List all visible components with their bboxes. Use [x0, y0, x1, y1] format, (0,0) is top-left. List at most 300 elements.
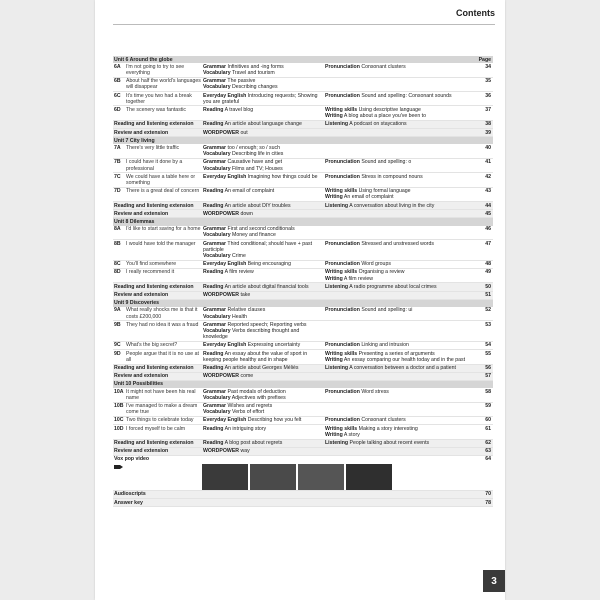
content-label: Everyday English	[203, 342, 247, 349]
page-ref: 57	[485, 373, 491, 380]
lesson-title: I'm not going to try to see everything	[126, 63, 185, 76]
lesson-row	[113, 307, 493, 321]
lesson-code: 7C	[114, 173, 121, 180]
content-text: A podcast on staycations	[348, 121, 407, 128]
content-text: A conversation about living in the city	[348, 202, 435, 209]
content-label: WORDPOWER	[203, 448, 240, 455]
header-divider	[113, 24, 495, 25]
video-thumbnail	[298, 464, 344, 490]
content-line	[203, 328, 323, 340]
content-text: People talking about recent events	[348, 440, 430, 447]
content-label: Everyday English	[203, 417, 247, 424]
lesson-language	[202, 188, 324, 201]
lesson-title: The scenery was fantastic	[126, 106, 186, 113]
lesson-code: 6B	[114, 78, 121, 85]
lesson-row	[113, 350, 493, 364]
lesson-code: 6C	[114, 92, 121, 99]
lesson-title: I've managed to make a dream come true	[126, 403, 198, 416]
content-label: Writing skills	[325, 425, 358, 432]
lesson-title: What really shocks me is that it costs £200,000	[126, 307, 198, 320]
content-line	[203, 93, 323, 105]
lesson-title: There is a great deal of concern	[126, 188, 200, 195]
content-label: Writing skills	[325, 106, 358, 113]
content-label: Everyday English	[203, 92, 247, 99]
content-text: Adjectives with prefixes	[230, 394, 286, 401]
content-label: Vocabulary	[203, 394, 231, 401]
content-text: Money and finance	[230, 232, 276, 239]
unit-title: Unit 10 Possibilities	[114, 381, 164, 388]
lesson-code: 10C	[114, 417, 124, 424]
lesson-code: 10D	[114, 425, 124, 432]
content-line	[203, 70, 323, 76]
lesson-language	[202, 92, 324, 105]
content-label: Pronunciation	[325, 63, 360, 70]
content-text: Being encouraging	[246, 261, 291, 268]
lesson-title: It's time you two had a break together	[126, 92, 192, 105]
extension-row	[113, 202, 493, 210]
lesson-code: 7D	[114, 188, 121, 195]
lesson-title: I'd like to start saving for a home	[126, 226, 201, 233]
content-label: Grammar	[203, 159, 227, 166]
page-ref: 50	[485, 283, 491, 290]
lesson-code: 8A	[114, 226, 121, 233]
content-text: Verbs describing thought and knowledge	[203, 328, 300, 341]
lesson-language	[202, 388, 324, 401]
lesson-title: I would have told the manager	[126, 240, 196, 247]
contents-page	[95, 0, 505, 600]
content-text: Expressing uncertainty	[246, 342, 301, 349]
content-line	[203, 342, 323, 348]
content-text: Word groups	[359, 261, 391, 268]
extension-row	[113, 448, 493, 456]
page-column-header: Page	[478, 56, 491, 63]
content-label: Vocabulary	[203, 165, 231, 172]
content-text: Third conditional; should have + past participle	[203, 240, 313, 253]
content-text: An intriguing story	[223, 425, 267, 432]
content-line	[325, 194, 466, 200]
content-line	[203, 203, 323, 209]
page-ref: 41	[485, 159, 491, 166]
content-text: Describing changes	[230, 84, 278, 91]
content-text: Introducing requests; Showing you are grateful	[203, 92, 318, 105]
unit-header	[113, 381, 493, 388]
content-text: A conversation between a doctor and a patient	[348, 365, 456, 372]
lesson-row	[113, 159, 493, 173]
lesson-title: They had no idea it was a fraud	[126, 321, 199, 328]
content-label: Listening	[325, 202, 349, 209]
page-ref: 37	[485, 106, 491, 113]
content-text: A blog post about regrets	[223, 440, 283, 447]
extension-label: Reading and listening extension	[114, 365, 194, 372]
extension-row	[113, 210, 493, 218]
lesson-skills	[324, 159, 467, 172]
lesson-language	[202, 63, 324, 76]
content-line	[203, 130, 323, 136]
lesson-row	[113, 92, 493, 106]
extension-listening	[324, 129, 467, 136]
content-text: Travel and tourism	[230, 69, 275, 76]
content-text: Wishes and regrets	[226, 403, 273, 410]
content-line	[325, 342, 466, 348]
extension-listening	[324, 292, 467, 299]
content-label: Writing	[325, 194, 343, 201]
content-text: Consonant clusters	[359, 417, 406, 424]
page-ref: 58	[485, 388, 491, 395]
page-ref: 42	[485, 173, 491, 180]
extension-row	[113, 365, 493, 373]
content-text: down	[239, 210, 253, 217]
content-text: A radio programme about local crimes	[348, 283, 437, 290]
lesson-row	[113, 321, 493, 342]
content-label: Pronunciation	[325, 342, 360, 349]
content-text: Stress in compound nouns	[359, 173, 423, 180]
lesson-skills	[324, 240, 467, 260]
content-line	[325, 307, 466, 313]
unit-title: Unit 8 Dilemmas	[114, 218, 155, 225]
content-label: WORDPOWER	[203, 373, 240, 380]
page-ref: 36	[485, 92, 491, 99]
unit-header	[113, 137, 493, 144]
unit-header	[113, 300, 493, 307]
content-label: Reading	[203, 121, 224, 128]
page-ref: 56	[485, 365, 491, 372]
page-ref: 55	[485, 350, 491, 357]
content-label: Listening	[325, 440, 349, 447]
extension-reading	[202, 210, 324, 217]
content-label: Vocabulary	[203, 409, 231, 416]
extension-label: Reading and listening extension	[114, 202, 194, 209]
lesson-language	[202, 425, 324, 438]
page-ref: 59	[485, 403, 491, 410]
lesson-row	[113, 425, 493, 439]
page-ref: 48	[485, 261, 491, 268]
lesson-skills	[324, 425, 467, 438]
lesson-code: 8B	[114, 240, 121, 247]
extension-label: Reading and listening extension	[114, 440, 194, 447]
lesson-row	[113, 261, 493, 269]
content-label: Grammar	[203, 144, 227, 151]
page-ref: 51	[485, 292, 491, 298]
content-text: Using descriptive language	[357, 106, 421, 113]
content-text: Reported speech; Reporting verbs	[226, 321, 307, 328]
appendix-label: Audioscripts	[114, 491, 146, 498]
lesson-row	[113, 144, 493, 158]
page-number-tab: 3	[483, 570, 505, 592]
lesson-row	[113, 403, 493, 417]
content-text: Health	[230, 313, 248, 320]
extension-reading	[202, 283, 324, 290]
extension-reading	[202, 440, 324, 447]
lesson-skills	[324, 63, 467, 76]
vox-pop-label: Vox pop video	[114, 456, 150, 463]
content-label: Grammar	[203, 321, 227, 328]
content-line	[325, 357, 466, 363]
content-text: come	[239, 373, 254, 380]
appendix-row	[113, 491, 493, 499]
content-line	[325, 93, 466, 99]
content-line	[325, 276, 466, 282]
unit-header	[113, 56, 493, 63]
extension-listening	[324, 448, 467, 455]
content-text: An essay comparing our health today and in the past	[342, 356, 466, 363]
page-ref: 44	[485, 202, 491, 209]
content-line	[203, 253, 323, 259]
page-ref: 47	[485, 240, 491, 247]
lesson-row	[113, 269, 493, 283]
lesson-language	[202, 240, 324, 260]
extension-listening	[324, 202, 467, 209]
lesson-skills	[324, 417, 467, 424]
extension-label: Review and extension	[114, 210, 169, 217]
lesson-title: What's the big secret?	[126, 342, 178, 349]
extension-label: Reading and listening extension	[114, 121, 194, 128]
content-text: Infinitives and -ing forms	[226, 63, 284, 70]
content-line	[325, 241, 466, 247]
extension-row	[113, 121, 493, 129]
content-label: Pronunciation	[325, 173, 360, 180]
page-column-header	[467, 218, 493, 225]
page-ref: 53	[485, 321, 491, 328]
content-label: Grammar	[203, 78, 227, 85]
content-label: Pronunciation	[325, 240, 360, 247]
content-label: Grammar	[203, 240, 227, 247]
extension-row	[113, 440, 493, 448]
content-label: Vocabulary	[203, 232, 231, 239]
page-column-header	[467, 300, 493, 307]
extension-reading	[202, 202, 324, 209]
content-label: Reading	[203, 425, 224, 432]
page-ref: 63	[485, 448, 491, 455]
lesson-skills	[324, 307, 467, 320]
page-ref: 52	[485, 307, 491, 314]
page-ref: 78	[485, 499, 491, 506]
lesson-skills	[324, 226, 467, 239]
lesson-code: 6A	[114, 63, 121, 70]
content-label: WORDPOWER	[203, 129, 240, 136]
content-line	[325, 432, 466, 438]
content-line	[203, 351, 323, 363]
lesson-code: 8C	[114, 261, 121, 268]
content-text: out	[239, 129, 248, 136]
content-text: An email of complaint	[223, 188, 275, 195]
lesson-language	[202, 173, 324, 186]
content-label: Writing	[325, 431, 343, 438]
content-line	[203, 292, 323, 298]
appendix-row	[113, 499, 493, 507]
content-text: A film review	[223, 269, 254, 276]
content-label: Pronunciation	[325, 92, 360, 99]
lesson-code: 9A	[114, 307, 121, 314]
page-ref: 60	[485, 417, 491, 424]
extension-label: Reading and listening extension	[114, 283, 194, 290]
content-text: Describing how you felt	[246, 417, 302, 424]
lesson-skills	[324, 388, 467, 401]
page-ref: 70	[485, 491, 491, 498]
content-text: Using formal language	[357, 188, 411, 195]
content-line	[325, 203, 466, 209]
content-label: Grammar	[203, 226, 227, 233]
extension-row	[113, 292, 493, 300]
content-label: Reading	[203, 365, 224, 372]
content-label: Pronunciation	[325, 307, 360, 314]
content-text: An article about language change	[223, 121, 302, 128]
lesson-row	[113, 240, 493, 261]
content-label: Writing	[325, 356, 343, 363]
vox-pop-row	[113, 456, 493, 491]
lesson-skills	[324, 92, 467, 105]
lesson-code: 7B	[114, 159, 121, 166]
page-ref: 38	[485, 121, 491, 128]
lesson-title: I could have it done by a professional	[126, 159, 183, 172]
content-label: Vocabulary	[203, 252, 231, 259]
lesson-title: There's very little traffic	[126, 144, 180, 151]
content-line	[325, 64, 466, 70]
content-text: way	[239, 448, 250, 455]
content-text: Word stress	[359, 388, 389, 395]
content-text: Verbs of effort	[230, 409, 265, 416]
extension-reading	[202, 373, 324, 380]
video-thumbnail	[346, 464, 392, 490]
page-ref: 43	[485, 188, 491, 195]
content-line	[325, 365, 466, 371]
lesson-skills	[324, 106, 467, 119]
lesson-skills	[324, 78, 467, 91]
page-ref: 35	[485, 78, 491, 85]
lesson-title: You'll find somewhere	[126, 261, 177, 268]
unit-header	[113, 218, 493, 225]
page-ref: 46	[485, 226, 491, 233]
content-label: Vocabulary	[203, 313, 231, 320]
content-label: Grammar	[203, 307, 227, 314]
content-label: Reading	[203, 283, 224, 290]
lesson-language	[202, 78, 324, 91]
content-line	[203, 107, 323, 113]
lesson-code: 9B	[114, 321, 121, 328]
lesson-code: 7A	[114, 144, 121, 151]
content-label: Pronunciation	[325, 261, 360, 268]
unit-title: Unit 6 Around the globe	[114, 56, 173, 63]
content-text: Making a story interesting	[357, 425, 418, 432]
content-line	[203, 241, 323, 253]
extension-reading	[202, 292, 324, 299]
content-label: Pronunciation	[325, 388, 360, 395]
content-line	[203, 409, 323, 415]
page-ref: 54	[485, 342, 491, 349]
lesson-row	[113, 173, 493, 187]
content-line	[325, 121, 466, 127]
extension-row	[113, 283, 493, 291]
content-label: Pronunciation	[325, 417, 360, 424]
lesson-code: 6D	[114, 106, 121, 113]
content-text: A film review	[342, 275, 374, 282]
content-label: Reading	[203, 202, 224, 209]
content-text: take	[239, 292, 251, 298]
content-text: Crime	[230, 252, 246, 259]
lesson-row	[113, 388, 493, 402]
lesson-row	[113, 78, 493, 92]
content-line	[325, 113, 466, 119]
content-text: Stressed and unstressed words	[359, 240, 434, 247]
extension-listening	[324, 121, 467, 128]
content-line	[203, 84, 323, 90]
video-thumbnails	[202, 456, 467, 490]
page-ref: 62	[485, 440, 491, 447]
lesson-language	[202, 261, 324, 268]
content-label: Listening	[325, 365, 349, 372]
lesson-skills	[324, 261, 467, 268]
extension-listening	[324, 440, 467, 447]
lesson-language	[202, 144, 324, 157]
page-ref: 45	[485, 210, 491, 217]
content-text: An article about Georges Méliès	[223, 365, 299, 372]
content-text: Consonant clusters	[359, 63, 406, 70]
appendix-label: Answer key	[114, 499, 143, 506]
content-label: Reading	[203, 106, 224, 113]
content-label: Reading	[203, 350, 224, 357]
content-text: Imagining how things could be	[246, 173, 318, 180]
content-text: Sound and spelling: o	[359, 159, 412, 166]
content-text: An email of complaint	[342, 194, 394, 201]
content-text: Organising a review	[357, 269, 405, 276]
lesson-code: 9D	[114, 350, 121, 357]
lesson-row	[113, 63, 493, 77]
page-column-header	[467, 381, 493, 388]
content-label: Listening	[325, 283, 349, 290]
content-label: Pronunciation	[325, 159, 360, 166]
content-text: The passive	[226, 78, 256, 85]
content-label: Writing skills	[325, 350, 358, 357]
lesson-row	[113, 188, 493, 202]
content-line	[203, 373, 323, 379]
lesson-skills	[324, 350, 467, 363]
content-label: Everyday English	[203, 261, 247, 268]
content-label: WORDPOWER	[203, 292, 240, 298]
content-line	[203, 261, 323, 267]
page-ref: 40	[485, 144, 491, 151]
extension-listening	[324, 365, 467, 372]
lesson-code: 10B	[114, 403, 124, 410]
content-label: Writing skills	[325, 269, 358, 276]
content-text: A travel blog	[223, 106, 254, 113]
lesson-row	[113, 106, 493, 120]
extension-listening	[324, 283, 467, 290]
content-text: Sound and spelling: ui	[359, 307, 413, 314]
content-text: An essay about the value of sport in keeping people healthy and in shape	[203, 350, 308, 363]
content-line	[203, 174, 323, 180]
content-line	[203, 417, 323, 423]
content-label: Vocabulary	[203, 151, 231, 158]
content-line	[203, 395, 323, 401]
content-label: Writing	[325, 113, 343, 120]
lesson-title: It might not have been his real name	[126, 388, 196, 401]
content-text: Relative clauses	[226, 307, 266, 314]
content-label: Grammar	[203, 63, 227, 70]
extension-reading	[202, 121, 324, 128]
content-line	[203, 232, 323, 238]
lesson-skills	[324, 403, 467, 416]
content-line	[325, 174, 466, 180]
content-label: Vocabulary	[203, 328, 231, 335]
page-ref: 64	[485, 456, 491, 463]
lesson-skills	[324, 342, 467, 349]
lesson-skills	[324, 269, 467, 282]
extension-row	[113, 129, 493, 137]
content-label: Listening	[325, 121, 349, 128]
content-line	[325, 159, 466, 165]
lesson-title: Two things to celebrate today	[126, 417, 194, 424]
video-camera-icon	[114, 465, 120, 469]
content-line	[203, 188, 323, 194]
